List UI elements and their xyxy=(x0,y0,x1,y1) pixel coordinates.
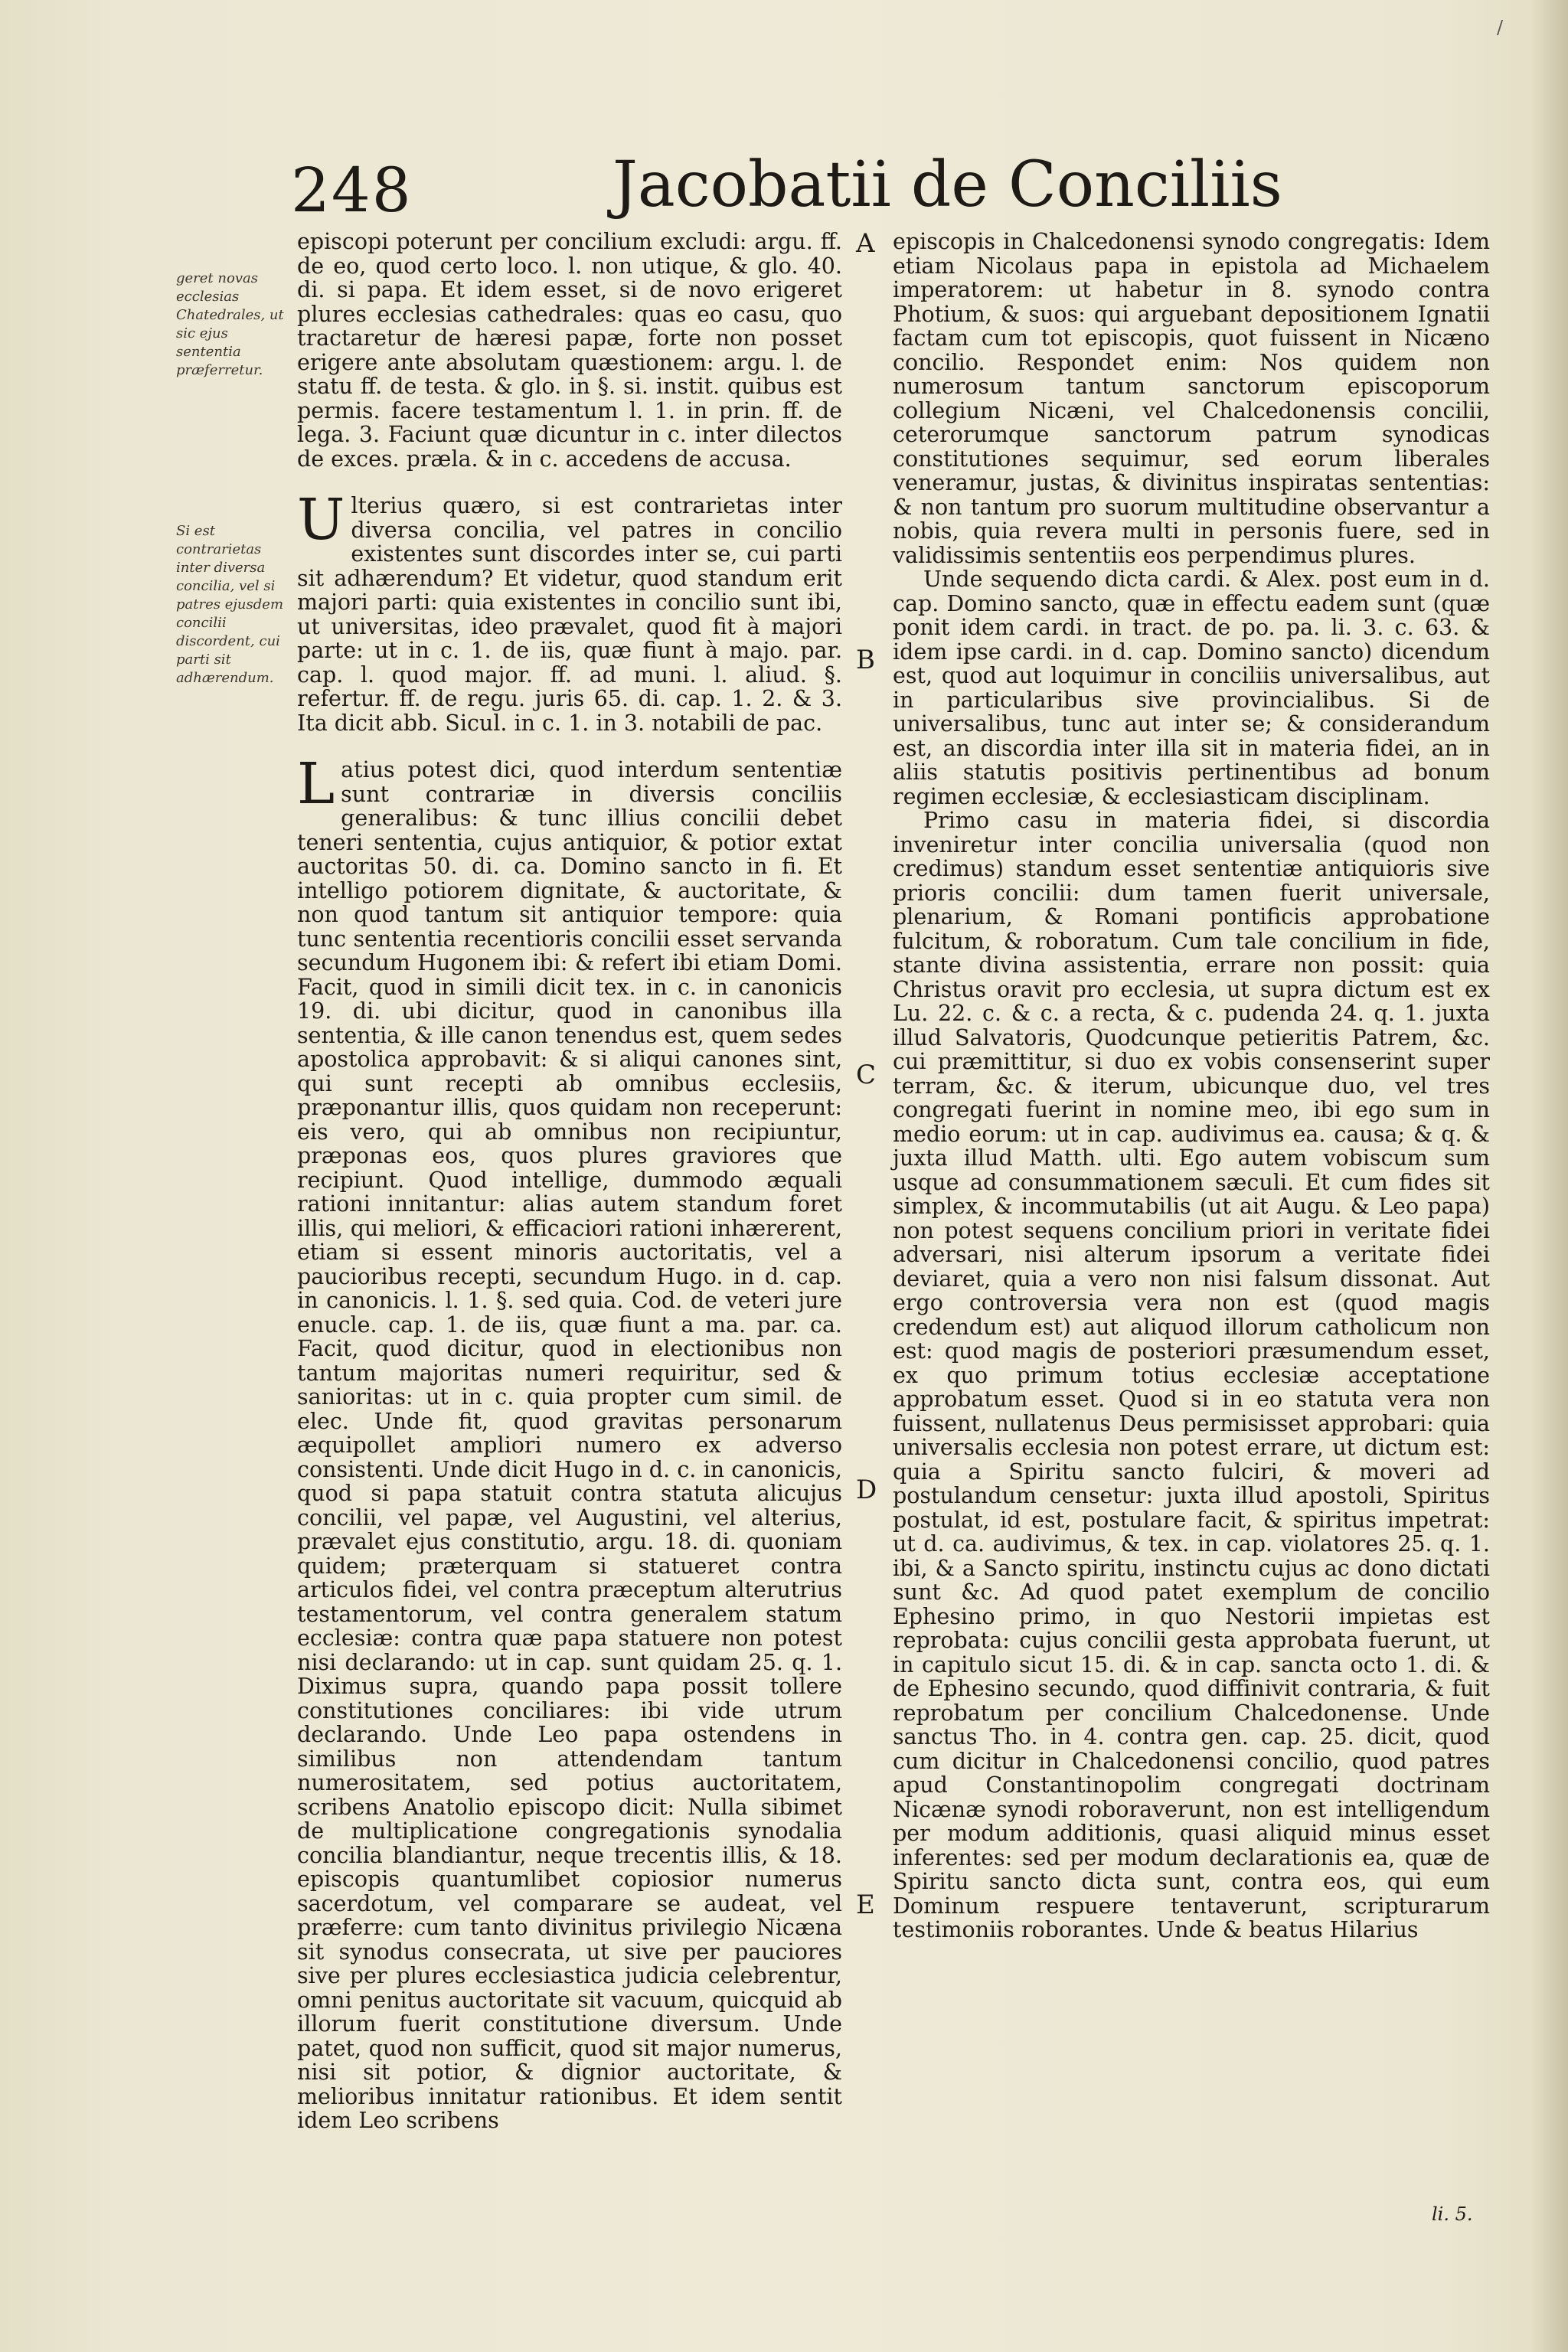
page-number: 248 xyxy=(291,155,413,226)
paragraph: Unde sequendo dicta cardi. & Alex. post eum in d. cap. Domino sancto, quæ in effectu eadem sunt (quæ ponit idem cardi. in tract. de po. pa. li. 3. c. 63. & idem ipse cardi. in d. cap. Domino sancto) dicendum est, quod aut loquimur in conciliis universalibus, aut in particularibus sive provincialibus. Si de universalibus, tunc aut inter se; & considerandum est, an discordia inter illa sit in materia fidei, an in aliis statutis positivis pertinentibus ad bonum regimen ecclesiæ, & ecclesiasticam disciplinam. xyxy=(893,567,1490,809)
right-column xyxy=(893,230,1490,1942)
paragraph: episcopi poterunt per concilium excludi: argu. ff. de eo, quod certo loco. l. non utique, & glo. 40. di. si papa. Et idem esset, si de novo erigeret plures ecclesias cathedrales: quas eo casu, quo tractaretur de hæresi papæ, forte non posset erigere ante absolutam quæstionem: argu. l. de statu ff. de testa. & glo. in §. si. instit. quibus est permis. facere testamentum l. 1. in prin. ff. de lega. 3. Faciunt quæ dicuntur in c. inter dilectos de exces. præla. & in c. accedens de accusa. xyxy=(297,229,842,472)
section-letter: D xyxy=(856,1475,877,1505)
margin-note: geret novas ecclesias Chatedrales, ut sic ejus sententia præferretur. xyxy=(176,270,284,378)
paragraph: Ulterius quæro, si est contrarietas inter diversa concilia, vel patres in concilio existentes sunt discordes inter se, cui parti sit adhærendum? Et videtur, quod standum erit majori parti: quia existentes in concilio sunt ibi, ut universitas, ideo prævalet, quod fit à majori parte: ut in c. 1. de iis, quæ fiunt à majo. par. cap. l. quod major. ff. ad muni. l. aliud. §. refertur. ff. de regu. juris 65. di. cap. 1. 2. & 3. Ita dicit abb. Sicul. in c. 1. in 3. notabili de pac. xyxy=(297,487,842,736)
corner-mark: / xyxy=(1497,17,1504,38)
section-letter: B xyxy=(856,645,875,675)
paragraph: Primo casu in materia fidei, si discordia inveniretur inter concilia universalia (quod non credimus) standum esset sententiæ antiquioris sive prioris concilii: dum tamen fuerit universale, plenarium, & Romani pontificis approbatione fulcitum, & roboratum. Cum tale concilium in fide, stante divina assistentia, errare non possit: quia Christus oravit pro ecclesia, ut supra dictum est ex Lu. 22. c. & c. a recta, & c. pudenda 24. q. 1. juxta illud Salvatoris, Quodcunque petieritis Patrem, &c. cui præmittitur, si duo ex vobis consenserint super terram, &c. & iterum, ubicunque duo, vel tres congregati fuerint in nomine meo, ibi ego sum in medio eorum: ut in cap. audivimus ea. causa; & q. & juxta illud Matth. ulti. Ego autem vobiscum sum usque ad consummationem sæculi. Et cum fides sit simplex, & incommutabilis (ut ait Augu. & Leo papa) non potest sequens concilium priori in veritate fidei adversari, nisi alterum ipsorum a veritate fidei deviaret, quia a vero non nisi falsum dissonat. Aut ergo controversia vera non est (quod magis credendum est) aut aliquod illorum catholicum non est: quod magis de posteriori præsumendum esset, ex quo primum totius ecclesiæ acceptatione approbatum esset. Quod si in eo statuta vera non fuissent, nullatenus Deus permisisset approbari: quia universalis ecclesia non potest errare, ut dictum est: quia a Spiritu sancto fulciri, & moveri ad postulandum censetur: juxta illud apostoli, Spiritus postulat, id est, postulare facit, & spiritus impetrat: ut d. ca. audivimus, & tex. in cap. violatores 25. q. 1. ibi, & a Sancto spiritu, instinctu cujus ac dono dictati sunt &c. Ad quod patet exemplum de concilio Ephesino primo, in quo Nestorii impietas est reprobata: cujus concilii gesta approbata fuerunt, ut in capitulo sicut 15. di. & in cap. sancta octo 1. di. & de Ephesino secundo, quod diffinivit contraria, & fuit reprobatum per concilium Chalcedonense. Unde sanctus Tho. in 4. contra gen. cap. 25. dicit, quod cum dicitur in Chalcedonensi concilio, quod patres apud Constantinopolim congregati doctrinam Nicænæ synodi roboraverunt, non est intelligendum per modum additionis, quasi aliquid minus esset inferentes: sed per modum declarationis ea, quæ de Spiritu sancto dicta sunt, contra eos, qui eum Dominum respuere tentaverunt, scripturarum testimoniis roborantes. Unde & beatus Hilarius xyxy=(893,808,1490,1942)
section-letter: E xyxy=(856,1890,875,1920)
spine-shadow xyxy=(1531,0,1568,2352)
section-letter: A xyxy=(856,228,875,259)
left-column xyxy=(297,230,842,2133)
paragraph: Latius potest dici, quod interdum sententiæ sunt contrariæ in diversis conciliis generalibus: & tunc illius concilii debet teneri sententia, cujus antiquior, & potior extat auctoritas 50. di. ca. Domino sancto in fi. Et intelligo potiorem dignitate, & auctoritate, & non quod tantum sit antiquior tempore: quia tunc sententia recentioris concilii esset servanda secundum Hugonem ibi: & refert ibi etiam Domi. Facit, quod in simili dicit tex. in c. in canonicis 19. di. ubi dicitur, quod in canonibus illa sententia, & ille canon tenendus est, quem sedes apostolica approbavit: & si aliqui canones sint, qui sunt recepti ab omnibus ecclesiis, præponantur illis, quos quidam non receperunt: eis vero, qui ab omnibus non recipiuntur, præponas eos, quos plures graviores que recipiunt. Quod intellige, dummodo æquali rationi innitantur: alias autem standum foret illis, qui meliori, & efficaciori rationi inhærerent, etiam si essent minoris auctoritatis, vel a paucioribus recepti, secundum Hugo. in d. cap. in canonicis. l. 1. §. sed quia. Cod. de veteri jure enucle. cap. 1. de iis, quæ fiunt a ma. par. ca. Facit, quod dicitur, quod in electionibus non tantum majoritas numeri requiritur, sed & sanioritas: ut in c. quia propter cum simil. de elec. Unde fit, quod gravitas personarum æquipollet ampliori numero ex adverso consistenti. Unde dicit Hugo in d. c. in canonicis, quod si papa statuit contra statuta alicujus concilii, vel papæ, vel Augustini, vel alterius, prævalet ejus constitutio, argu. 18. di. quoniam quidem; præterquam si statueret contra articulos fidei, vel contra præceptum alterutrius testamentorum, vel contra generalem statum ecclesiæ: contra quæ papa statuere non potest nisi declarando: ut in cap. sunt quidam 25. q. 1. Diximus supra, quando papa possit tollere constitutiones conciliares: ibi vide utrum declarando. Unde Leo papa ostendens in similibus non attendendam tantum numerositatem, sed potius auctoritatem, scribens Anatolio episcopo dicit: Nulla sibimet de multiplicatione congregationis synodalia concilia blandiantur, neque trecentis illis, & 18. episcopis quantumlibet copiosior numerus sacerdotum, vel comparare se audeat, vel præferre: cum tanto divinitus privilegio Nicæna sit synodus consecrata, ut sive per pauciores sive per plures ecclesiastica judicia celebrentur, omni penitus auctoritate sit vacuum, quicquid ab illorum fuerit constitutione diversum. Unde patet, quod non sufficit, quod sit major numerus, nisi sit potior, & dignior auctoritate, & melioribus innitatur rationibus. Et idem sentit idem Leo scribens xyxy=(297,751,842,2133)
section-letter: C xyxy=(856,1060,877,1090)
paragraph: episcopis in Chalcedonensi synodo congregatis: Idem etiam Nicolaus papa in epistola ad Michaelem imperatorem: ut habetur in 8. synodo contra Photium, & suos: qui arguebant depositionem Ignatii factam cum tot episcopis, quot fuissent in Nicæno concilio. Respondet enim: Nos quidem non numerosum tantum sanctorum episcoporum collegium Nicæni, vel Chalcedonensis concilii, ceterorumque sanctorum patrum synodicas constitutiones sequimur, sed eorum liberales veneramur, justas, & divinitus inspiratas sententias: & non tantum pro suorum multitudine observantur a nobis, quia revera multi in personis fuere, sed in validissimis sententiis eos perpendimus plures. xyxy=(893,229,1490,568)
running-title: Jacobatii de Conciliis xyxy=(612,149,1282,221)
running-header xyxy=(291,145,1282,230)
catchword: li. 5. xyxy=(1432,2203,1473,2225)
margin-note: Si est contrarietas inter diversa concilia, vel si patres ejusdem concilii discordent, cui parti sit adhærendum. xyxy=(176,523,284,686)
